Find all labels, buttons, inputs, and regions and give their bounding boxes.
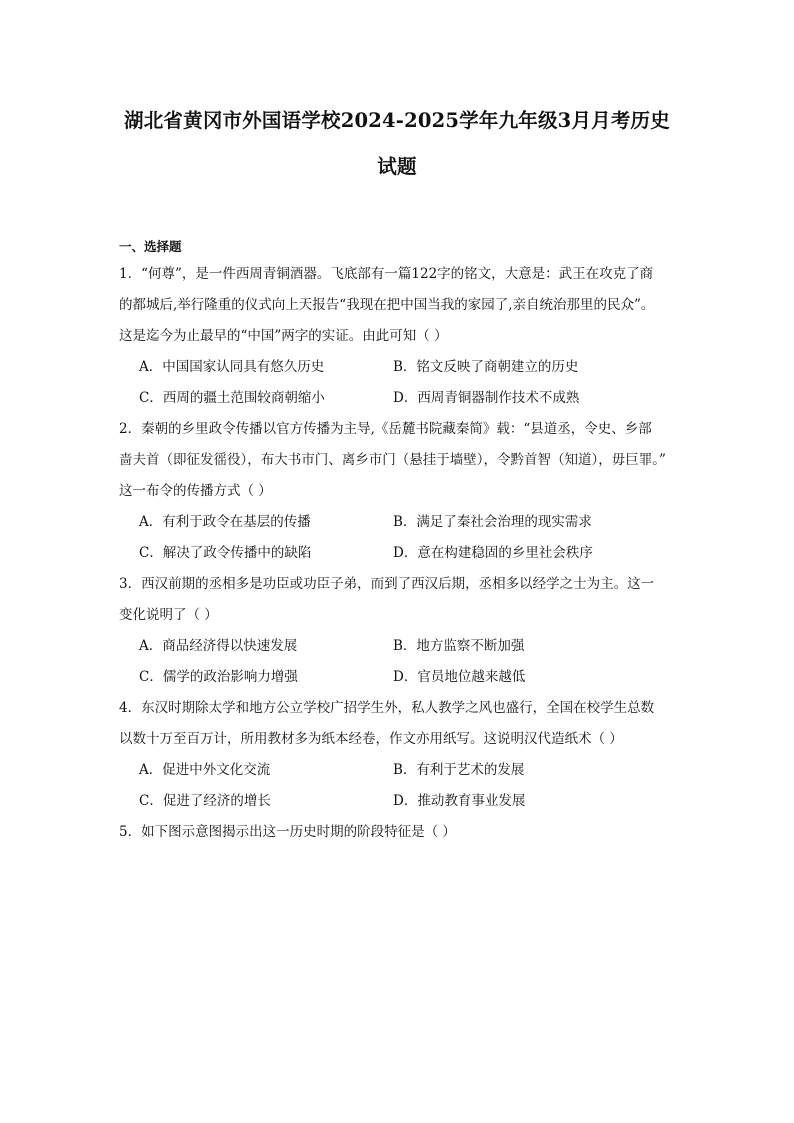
option-d: D．推动教育事业发展 (393, 793, 526, 809)
question-3 (119, 569, 675, 693)
section-heading: 一、选择题 (119, 239, 182, 254)
option-row (119, 538, 675, 569)
option-row (119, 352, 675, 383)
option-a: A．促进中外文化交流 (139, 762, 271, 778)
question-text-line: 5．如下图示意图揭示出这一历史时期的阶段特征是（ ） (119, 824, 456, 840)
option-d: D．西周青铜器制作技术不成熟 (393, 390, 580, 406)
option-row (119, 662, 675, 693)
option-b: B．有利于艺术的发展 (393, 762, 525, 778)
question-5 (119, 817, 675, 848)
option-row (119, 786, 675, 817)
exam-title (119, 0, 675, 190)
option-c: C．儒学的政治影响力增强 (139, 669, 298, 685)
option-a: A．商品经济得以快速发展 (139, 638, 298, 654)
question-text-line: 的都城后,举行隆重的仪式向上天报告“我现在把中国当我的家园了,亲自统治那里的民众”。 (119, 297, 655, 313)
question-text-line: 啬夫首（即征发徭役），布大书市门、离乡市门（悬挂于墙壁），令黔首智（知道），毋巨罪。” (119, 452, 666, 468)
option-d: D．意在构建稳固的乡里社会秩序 (393, 545, 593, 561)
option-row (119, 383, 675, 414)
question-text-line: 4．东汉时期除太学和地方公立学校广招学生外，私人教学之风也盛行，全国在校学生总数 (119, 700, 655, 716)
question-text-line: 2．秦朝的乡里政令传播以官方传播为主导,《岳麓书院藏秦简》载：“县道丞，令史、乡部 (119, 421, 652, 437)
question-text-line: 变化说明了（ ） (119, 607, 218, 623)
option-row (119, 755, 675, 786)
option-a: A．中国国家认同具有悠久历史 (139, 359, 325, 375)
option-c: C．西周的疆土范围较商朝缩小 (139, 390, 325, 406)
option-c: C．促进了经济的增长 (139, 793, 271, 809)
question-text-line: 以数十万至百万计，所用教材多为纸本经卷，作文亦用纸写。这说明汉代造纸术（ ） (119, 731, 623, 747)
option-a: A．有利于政令在基层的传播 (139, 514, 311, 530)
option-c: C．解决了政令传播中的缺陷 (139, 545, 312, 561)
question-text-line: 3．西汉前期的丞相多是功臣或功臣子弟，而到了西汉后期，丞相多以经学之士为主。这一 (119, 576, 655, 592)
question-text-line: 这是迄今为止最早的“中国”两字的实证。由此可知（ ） (119, 328, 448, 344)
question-2 (119, 414, 675, 569)
question-text-line: 1．“何尊”，是一件西周青铜酒器。飞底部有一篇122字的铭文，大意是：武王在攻克了商 (119, 266, 654, 282)
option-row (119, 631, 675, 662)
title-line-1: 湖北省黄冈市外国语学校2024-2025学年九年级3月月考历史 (124, 109, 670, 132)
option-d: D．官员地位越来越低 (393, 669, 526, 685)
title-line-2: 试题 (377, 155, 417, 178)
question-text-line: 这一布令的传播方式（ ） (119, 483, 272, 499)
option-b: B．铭文反映了商朝建立的历史 (393, 359, 579, 375)
question-1 (119, 259, 675, 414)
question-4 (119, 693, 675, 817)
option-row (119, 507, 675, 538)
option-b: B．地方监察不断加强 (393, 638, 525, 654)
option-b: B．满足了秦社会治理的现实需求 (393, 514, 592, 530)
